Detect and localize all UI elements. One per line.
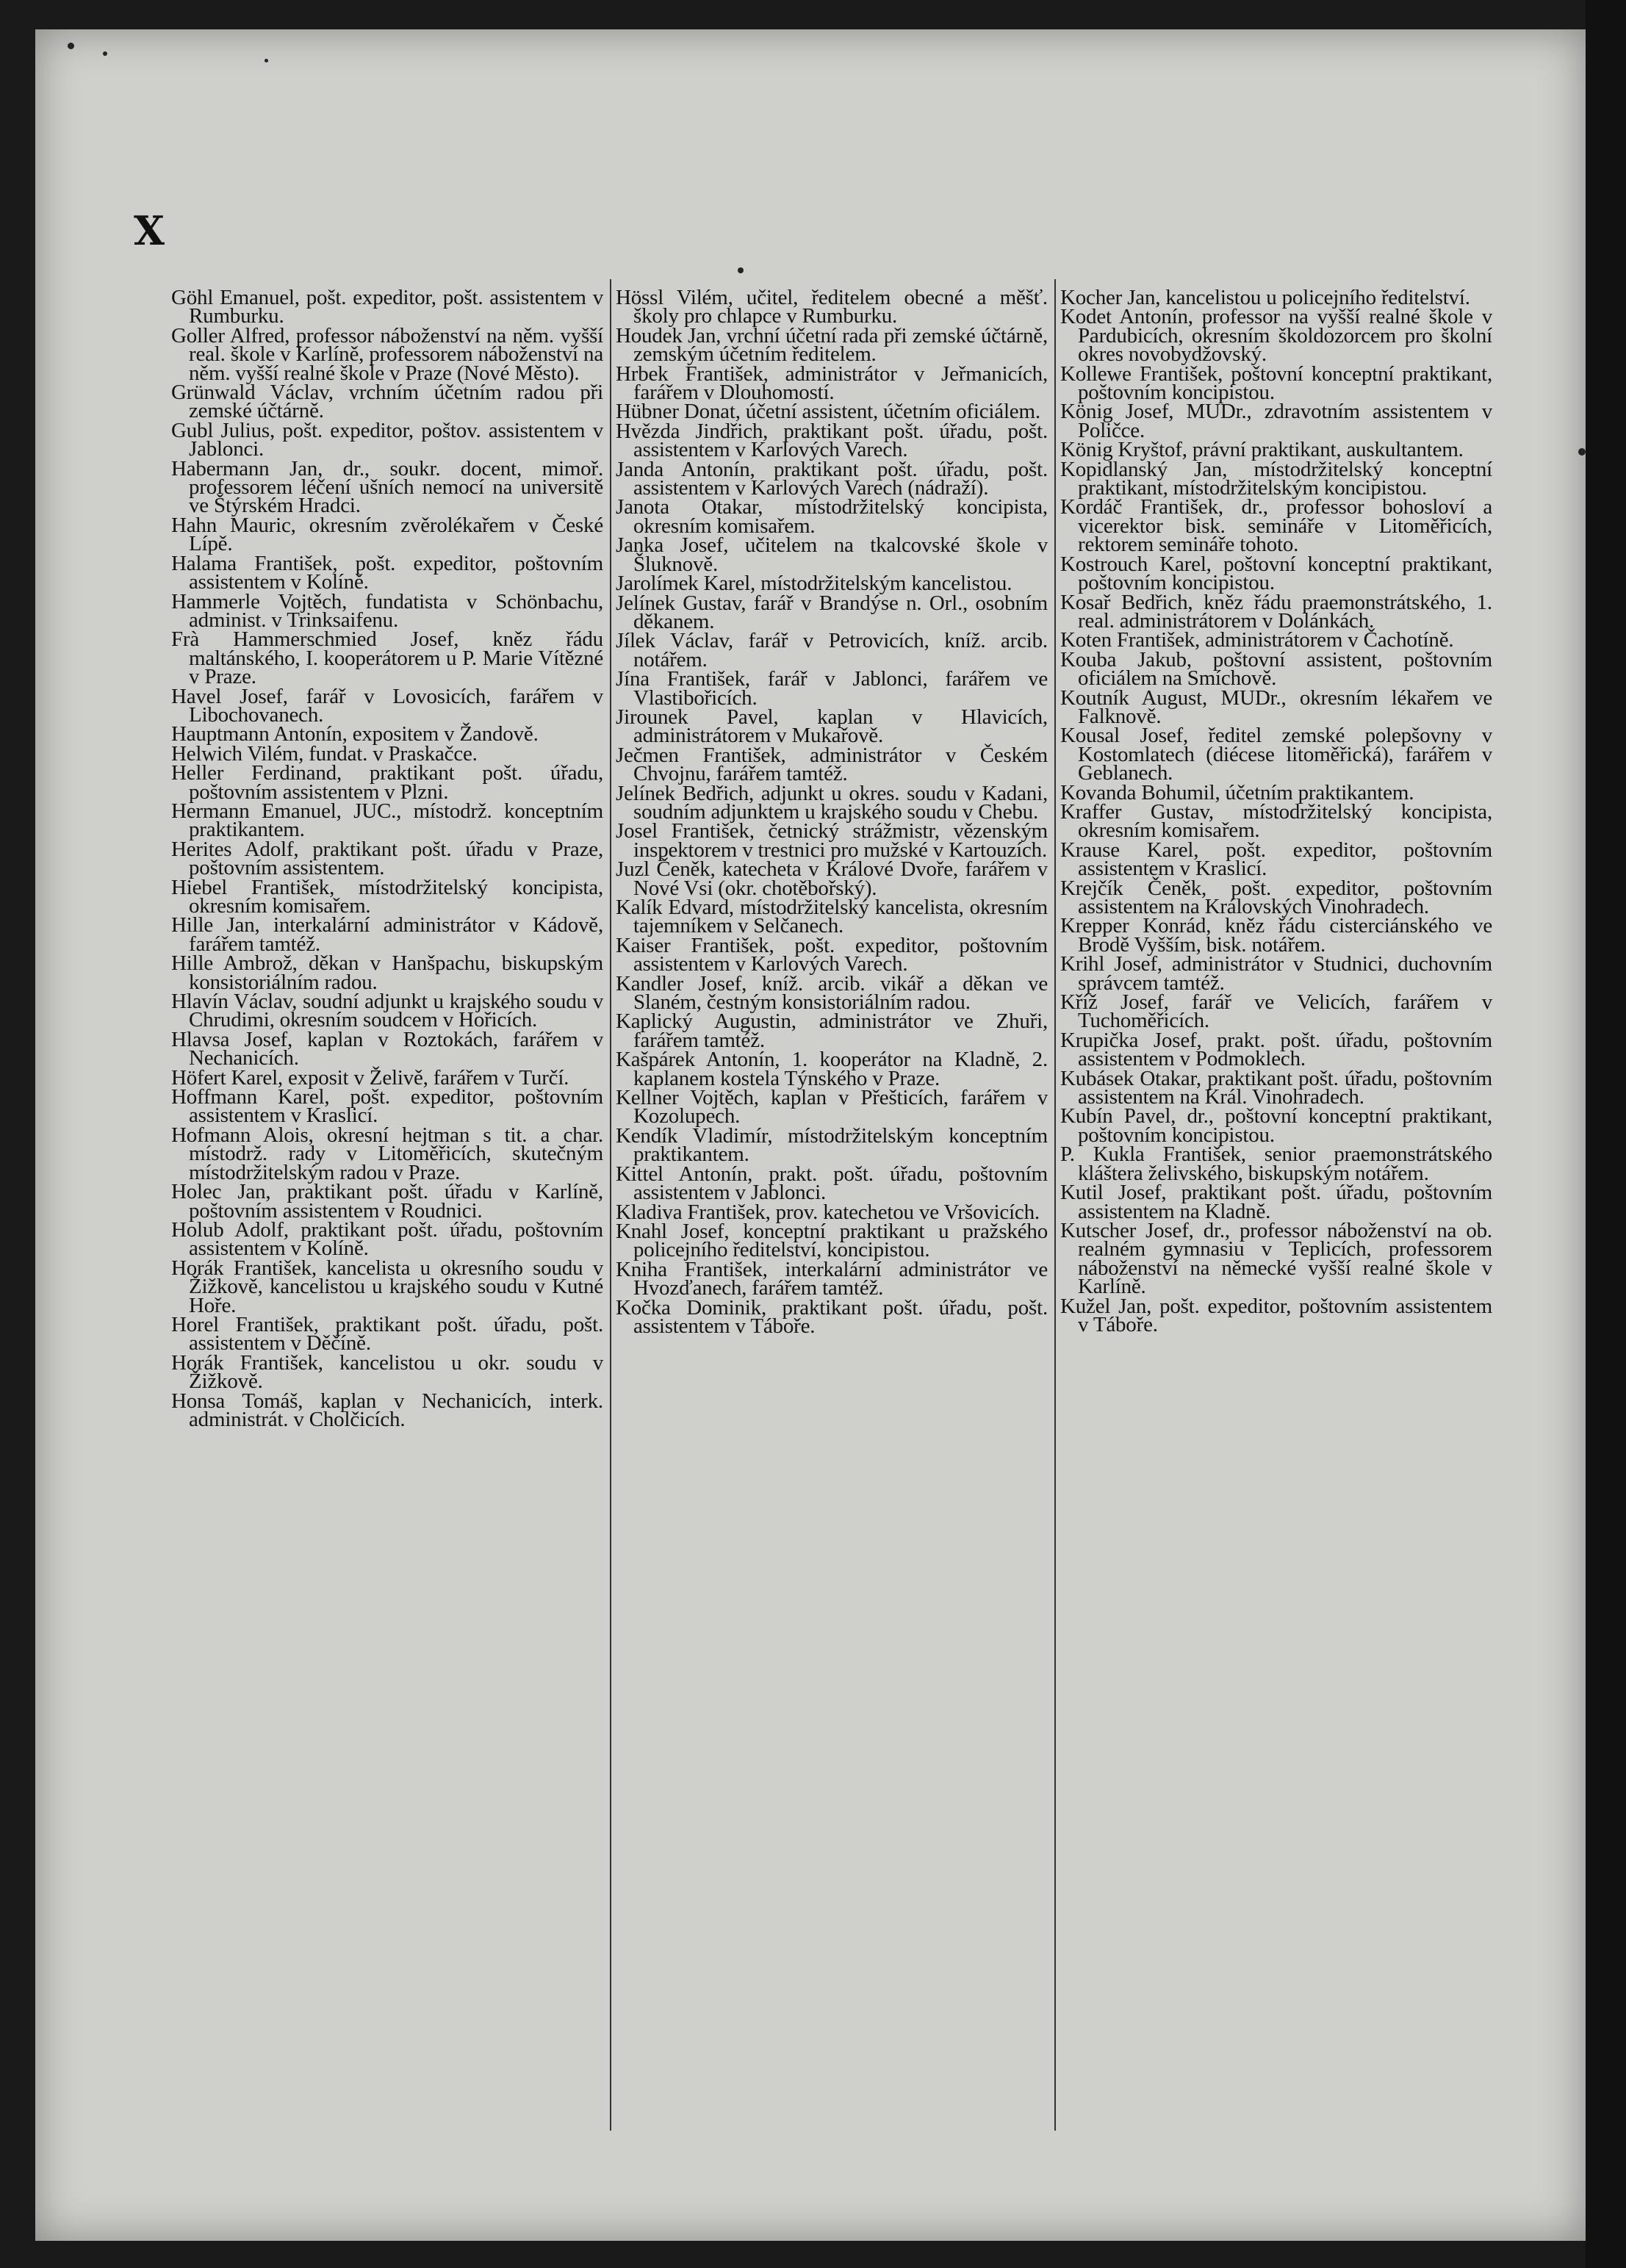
list-item: Jína František, farář v Jablonci, farářem ve Vlastibořicích. — [616, 667, 1048, 710]
list-item: Halama František, pošt. expeditor, poštovním assistentem v Kolíně. — [171, 551, 603, 594]
list-item: Krepper Konrád, kněz řádu cisterciánského ve Brodě Vyšším, bisk. notářem. — [1060, 914, 1492, 957]
ink-speck — [265, 59, 268, 62]
list-item: Hiebel František, místodržitelský koncipista, okresním komisařem. — [171, 875, 603, 918]
list-item: Holub Adolf, praktikant pošt. úřadu, poštovním assistentem v Kolíně. — [171, 1217, 603, 1261]
list-item: Knahl Josef, konceptní praktikant u pražského policejního ředitelství, koncipistou. — [616, 1219, 1048, 1262]
list-item: Kubásek Otakar, praktikant pošt. úřadu, poštovním assistentem na Král. Vinohradech. — [1060, 1066, 1492, 1109]
ink-speck — [738, 267, 744, 273]
list-item: Kandler Josef, kníž. arcib. vikář a děkan ve Slaném, čestným konsistoriálním radou. — [616, 971, 1048, 1015]
list-item: Kutil Josef, praktikant pošt. úřadu, poštovním assistentem na Kladně. — [1060, 1181, 1492, 1223]
list-item: Kalík Edvard, místodržitelský kancelista, okresním tajemníkem v Selčanech. — [616, 896, 1048, 938]
list-item: Göhl Emanuel, pošt. expeditor, pošt. assistentem v Rumburku. — [171, 286, 603, 328]
column-2 — [616, 286, 1048, 1338]
list-item: König Kryštof, právní praktikant, auskultantem. — [1060, 438, 1464, 462]
list-item: Heller Ferdinand, praktikant pošt. úřadu, poštovním assistentem v Plzni. — [171, 761, 603, 804]
list-item: Kočka Dominik, praktikant pošt. úřadu, pošt. assistentem v Táboře. — [616, 1295, 1048, 1338]
list-item: Holec Jan, praktikant pošt. úřadu v Karlíně, poštovním assistentem v Roudnici. — [171, 1180, 603, 1223]
list-item: Kordáč František, dr., professor bohosloví a vicerektor bisk. semináře v Litoměřicích, rektorem semináře tohoto. — [1060, 495, 1492, 557]
list-item: Gubl Julius, pošt. expeditor, poštov. assistentem v Jablonci. — [171, 418, 603, 461]
ink-speck — [1578, 448, 1586, 456]
list-item: Kosař Bedřich, kněz řádu praemonstrátského, 1. real. administrátorem v Dolánkách. — [1060, 590, 1492, 633]
list-item: Hille Jan, interkalární administrátor v Kádově, farářem tamtéž. — [171, 913, 603, 956]
list-item: Hrbek František, administrátor v Jeřmanicích, farářem v Dlouhomostí. — [616, 361, 1048, 405]
list-item: König Josef, MUDr., zdravotním assistentem v Poličce. — [1060, 400, 1492, 442]
list-item: Kellner Vojtěch, kaplan v Přešticích, farářem v Kozolupech. — [616, 1086, 1048, 1128]
list-item: Höfert Karel, exposit v Želivě, farářem v Turčí. — [171, 1065, 569, 1090]
list-item: Kutscher Josef, dr., professor náboženství na ob. realném gymnasiu v Teplicích, professorem náboženství na německé vyšší realné škole v Karlíně. — [1060, 1218, 1492, 1299]
list-item: Hauptmann Antonín, expositem v Žandově. — [171, 722, 539, 746]
scan-edge — [1586, 0, 1626, 2268]
list-item: Janka Josef, učitelem na tkalcovské škole v Šluknově. — [616, 533, 1048, 576]
ink-speck — [103, 51, 107, 56]
column-rule — [610, 279, 611, 2131]
list-item: Kladiva František, prov. katechetou ve Vršovicích. — [616, 1200, 1040, 1224]
list-item: Herites Adolf, praktikant pošt. úřadu v Praze, poštovním assistentem. — [171, 837, 603, 880]
column-3 — [1060, 286, 1492, 1336]
list-item: Horel František, praktikant pošt. úřadu, pošt. assistentem v Děčíně. — [171, 1312, 603, 1356]
list-item: Hille Ambrož, děkan v Hanšpachu, biskupským konsistoriálním radou. — [171, 951, 603, 994]
list-item: Jelínek Gustav, farář v Brandýse n. Orl., osobním děkanem. — [616, 591, 1048, 633]
list-item: Kocher Jan, kancelistou u policejního ředitelství. — [1060, 286, 1470, 309]
list-item: Frà Hammerschmied Josef, kněz řádu maltánského, I. kooperátorem u P. Marie Vítězné v Praze. — [171, 627, 603, 689]
list-item: Kniha František, interkalární administrátor ve Hvozďanech, farářem tamtéž. — [616, 1257, 1048, 1300]
list-item: Kostrouch Karel, poštovní konceptní praktikant, poštovním koncipistou. — [1060, 552, 1492, 595]
list-item: Jarolímek Karel, místodržitelským kancelistou. — [616, 572, 1012, 596]
list-item: Krupička Josef, prakt. pošt. úřadu, poštovním assistentem v Podmoklech. — [1060, 1028, 1492, 1071]
list-item: Jelínek Bedřich, adjunkt u okres. soudu v Kadani, soudním adjunktem u krajského soudu v Chebu. — [616, 781, 1048, 824]
list-item: Havel Josef, farář v Lovosicích, farářem v Libochovanech. — [171, 684, 603, 727]
list-item: Houdek Jan, vrchní účetní rada při zemské účtárně, zemským účetním ředitelem. — [616, 323, 1048, 367]
list-item: Kodet Antonín, professor na vyšší realné škole v Pardubicích, okresním školdozorcem pro školní okres novobydžovský. — [1060, 305, 1492, 367]
list-item: Jirounek Pavel, kaplan v Hlavicích, administrátorem v Mukařově. — [616, 705, 1048, 748]
list-item: Kopidlanský Jan, místodržitelský konceptní praktikant, místodržitelským koncipistou. — [1060, 457, 1492, 500]
list-item: P. Kukla František, senior praemonstrátského kláštera želivského, biskupským notářem. — [1060, 1142, 1492, 1185]
list-item: Kendík Vladimír, místodržitelským konceptním praktikantem. — [616, 1123, 1048, 1167]
list-item: Hahn Mauric, okresním zvěrolékařem v České Lípě. — [171, 513, 603, 556]
list-item: Hofmann Alois, okresní hejtman s tit. a char. místodrž. rady v Litoměřicích, skutečným místodržitelským radou v Praze. — [171, 1123, 603, 1184]
list-item: Koutník August, MUDr., okresním lékařem ve Falknově. — [1060, 685, 1492, 728]
list-item: Horák František, kancelistou u okr. soudu v Žižkově. — [171, 1350, 603, 1394]
list-item: Kouba Jakub, poštovní assistent, poštovním oficiálem na Smíchově. — [1060, 647, 1492, 691]
list-item: Kollewe František, poštovní konceptní praktikant, poštovním koncipistou. — [1060, 361, 1492, 405]
list-item: Josel František, četnický strážmistr, vězenským inspektorem v trestnici pro mužské v Kartouzích. — [616, 819, 1048, 862]
list-item: Hlavín Václav, soudní adjunkt u krajského soudu v Chrudimi, okresním soudcem v Hořicích. — [171, 990, 603, 1032]
list-item: Grünwald Václav, vrchním účetním radou při zemské účtárně. — [171, 381, 603, 423]
list-item: Krause Karel, pošt. expeditor, poštovním assistentem v Kraslicí. — [1060, 838, 1492, 881]
list-item: Hvězda Jindřich, praktikant pošt. úřadu, pošt. assistentem v Karlových Varech. — [616, 419, 1048, 462]
ink-speck — [68, 43, 74, 49]
list-item: Kousal Josef, ředitel zemské polepšovny v Kostomlatech (diécese litoměřická), farářem v Geblanech. — [1060, 724, 1492, 785]
list-item: Hössl Vilém, učitel, ředitelem obecné a měšť. školy pro chlapce v Rumburku. — [616, 286, 1048, 328]
list-item: Kříž Josef, farář ve Velicích, farářem v Tuchoměřicích. — [1060, 990, 1492, 1033]
list-item: Kubín Pavel, dr., poštovní konceptní praktikant, poštovním koncipistou. — [1060, 1104, 1492, 1147]
list-item: Hübner Donat, účetní assistent, účetním oficiálem. — [616, 400, 1040, 424]
list-item: Ječmen František, administrátor v Českém Chvojnu, farářem tamtéž. — [616, 743, 1048, 786]
list-item: Kaplický Augustin, administrátor ve Zhuři, farářem tamtéž. — [616, 1009, 1048, 1052]
page-number: X — [134, 207, 165, 254]
list-item: Janota Otakar, místodržitelský koncipista, okresním komisařem. — [616, 495, 1048, 538]
list-item: Kovanda Bohumil, účetním praktikantem. — [1060, 780, 1414, 804]
column-rule — [1054, 279, 1056, 2131]
list-item: Juzl Čeněk, katecheta v Králové Dvoře, farářem v Nové Vsi (okr. chotěbořský). — [616, 857, 1048, 900]
column-1 — [171, 286, 603, 1431]
list-item: Habermann Jan, dr., soukr. docent, mimoř. professorem léčení ušních nemocí na universitě ve Štýrském Hradci. — [171, 456, 603, 518]
list-item: Krihl Josef, administrátor v Studnici, duchovním správcem tamtéž. — [1060, 952, 1492, 995]
list-item: Koten František, administrátorem v Čachotíně. — [1060, 628, 1454, 652]
list-item: Honsa Tomáš, kaplan v Nechanicích, interk. administrát. v Cholčicích. — [171, 1389, 603, 1431]
list-item: Jílek Václav, farář v Petrovicích, kníž. arcib. notářem. — [616, 629, 1048, 672]
list-item: Hlavsa Josef, kaplan v Roztokách, farářem v Nechanicích. — [171, 1027, 603, 1070]
list-item: Kittel Antonín, prakt. pošt. úřadu, poštovním assistentem v Jablonci. — [616, 1162, 1048, 1205]
list-item: Horák František, kancelista u okresního soudu v Žižkově, kancelistou u krajského soudu v Kutné Hoře. — [171, 1256, 603, 1317]
list-item: Goller Alfred, professor náboženství na něm. vyšší real. škole v Karlíně, professorem náboženství na něm. vyšší realné škole v Praze (Nové Město). — [171, 323, 603, 385]
list-item: Hammerle Vojtěch, fundatista v Schönbachu, administ. v Trinksaifenu. — [171, 589, 603, 632]
list-item: Hermann Emanuel, JUC., místodrž. konceptním praktikantem. — [171, 799, 603, 842]
list-item: Kraffer Gustav, místodržitelský koncipista, okresním komisařem. — [1060, 799, 1492, 843]
list-item: Krejčík Čeněk, pošt. expeditor, poštovním assistentem na Královských Vinohradech. — [1060, 876, 1492, 918]
list-item: Kaiser František, pošt. expeditor, poštovním assistentem v Karlových Varech. — [616, 933, 1048, 976]
list-item: Hoffmann Karel, pošt. expeditor, poštovním assistentem v Kraslicí. — [171, 1085, 603, 1128]
list-item: Janda Antonín, praktikant pošt. úřadu, pošt. assistentem v Karlových Varech (nádraží). — [616, 457, 1048, 500]
list-item: Helwich Vilém, fundat. v Praskačce. — [171, 741, 478, 766]
list-item: Kašpárek Antonín, 1. kooperátor na Kladně, 2. kaplanem kostela Týnského v Praze. — [616, 1048, 1048, 1090]
list-item: Kužel Jan, pošt. expeditor, poštovním assistentem v Táboře. — [1060, 1294, 1492, 1336]
